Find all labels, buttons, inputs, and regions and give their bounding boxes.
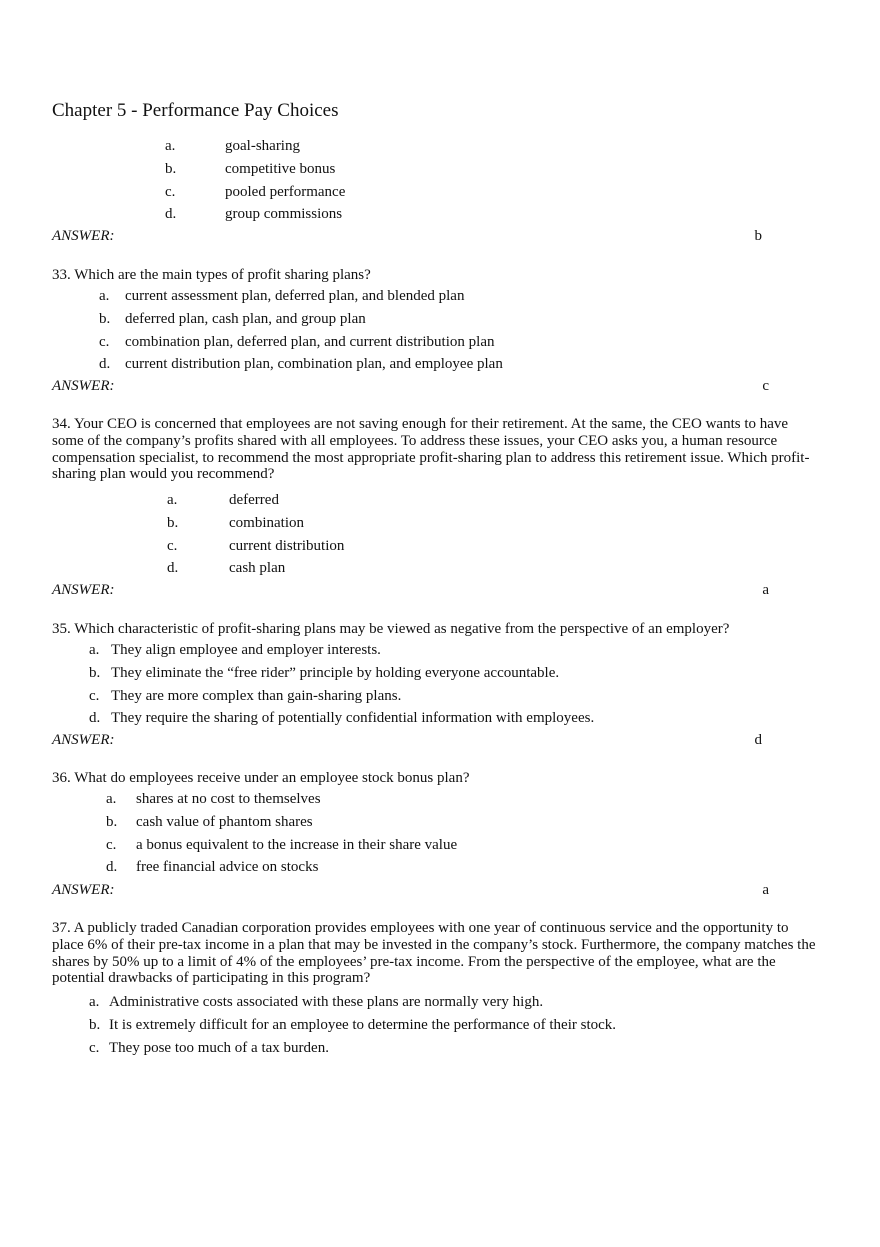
q36-options xyxy=(106,789,457,880)
option-c: c. pooled performance xyxy=(165,183,346,200)
question-35: 35. Which characteristic of profit-sharing plans may be viewed as negative from the perspective of an employer? xyxy=(52,621,730,637)
option-d: d. cash plan xyxy=(167,560,286,577)
option-b: b. deferred plan, cash plan, and group plan xyxy=(99,310,366,327)
q34-options xyxy=(167,490,344,581)
option-c: c. They are more complex than gain-sharing plans. xyxy=(89,687,402,704)
option-c: c. combination plan, deferred plan, and current distribution plan xyxy=(99,333,495,350)
option-b: b. combination xyxy=(167,514,304,531)
option-a: a. current assessment plan, deferred plan, and blended plan xyxy=(99,288,465,304)
answer-row xyxy=(52,226,762,246)
option-c: c. They pose too much of a tax burden. xyxy=(89,1039,329,1056)
question-36: 36. What do employees receive under an employee stock bonus plan? xyxy=(52,770,470,786)
option-d: d. They require the sharing of potentially confidential information with employees. xyxy=(89,710,595,727)
answer-row xyxy=(52,730,762,750)
q-prev-options xyxy=(165,136,345,227)
answer-label: ANSWER: xyxy=(52,228,115,244)
answer-value: c xyxy=(762,378,769,394)
answer-label: ANSWER: xyxy=(52,732,115,748)
option-d: d. current distribution plan, combination plan, and employee plan xyxy=(99,356,503,373)
q33-options xyxy=(99,286,503,377)
option-a: a. goal-sharing xyxy=(165,138,300,154)
q35-options xyxy=(89,640,594,731)
option-b: b. cash value of phantom shares xyxy=(106,813,313,830)
option-a: a. They align employee and employer interests. xyxy=(89,642,381,658)
option-a: a. Administrative costs associated with these plans are normally very high. xyxy=(89,994,544,1010)
question-37: 37. A publicly traded Canadian corporation provides employees with one year of continuous service and the opportunity to place 6% of their pre-tax income in a plan that may be invested in the company’s stock. Furthermore, the company matches the shares by 50% up to a limit of 4% of the employees’ pre-tax income. From the perspective of the employee, what are the potential drawbacks of participating in this program? xyxy=(52,920,816,987)
answer-value: d xyxy=(754,732,762,748)
question-34: 34. Your CEO is concerned that employees are not saving enough for their retirement. At the same, the CEO wants to have some of the company’s profits shared with all employees. To address these issues, your CEO asks you, a human resource compensation specialist, to recommend the most appropriate profit-sharing plan to address this retirement issue. Which profit-sharing plan would you recommend? xyxy=(52,416,810,483)
option-a: a. shares at no cost to themselves xyxy=(106,791,321,807)
option-c: c. a bonus equivalent to the increase in their share value xyxy=(106,836,458,853)
option-d: d. group commissions xyxy=(165,206,343,223)
page-title: Chapter 5 - Performance Pay Choices xyxy=(52,100,339,121)
answer-label: ANSWER: xyxy=(52,378,115,394)
answer-value: a xyxy=(762,582,769,598)
option-b: b. They eliminate the “free rider” principle by holding everyone accountable. xyxy=(89,664,560,681)
option-b: b. competitive bonus xyxy=(165,160,336,177)
answer-value: b xyxy=(754,228,762,244)
answer-row xyxy=(52,580,769,600)
option-a: a. deferred xyxy=(167,492,279,508)
answer-row xyxy=(52,880,769,900)
q37-options xyxy=(89,992,616,1060)
answer-label: ANSWER: xyxy=(52,882,115,898)
option-d: d. free financial advice on stocks xyxy=(106,859,319,876)
answer-label: ANSWER: xyxy=(52,582,115,598)
option-c: c. current distribution xyxy=(167,537,345,554)
option-b: b. It is extremely difficult for an employee to determine the performance of their stock. xyxy=(89,1016,617,1033)
question-33: 33. Which are the main types of profit sharing plans? xyxy=(52,267,371,283)
answer-row xyxy=(52,376,769,396)
answer-value: a xyxy=(762,882,769,898)
